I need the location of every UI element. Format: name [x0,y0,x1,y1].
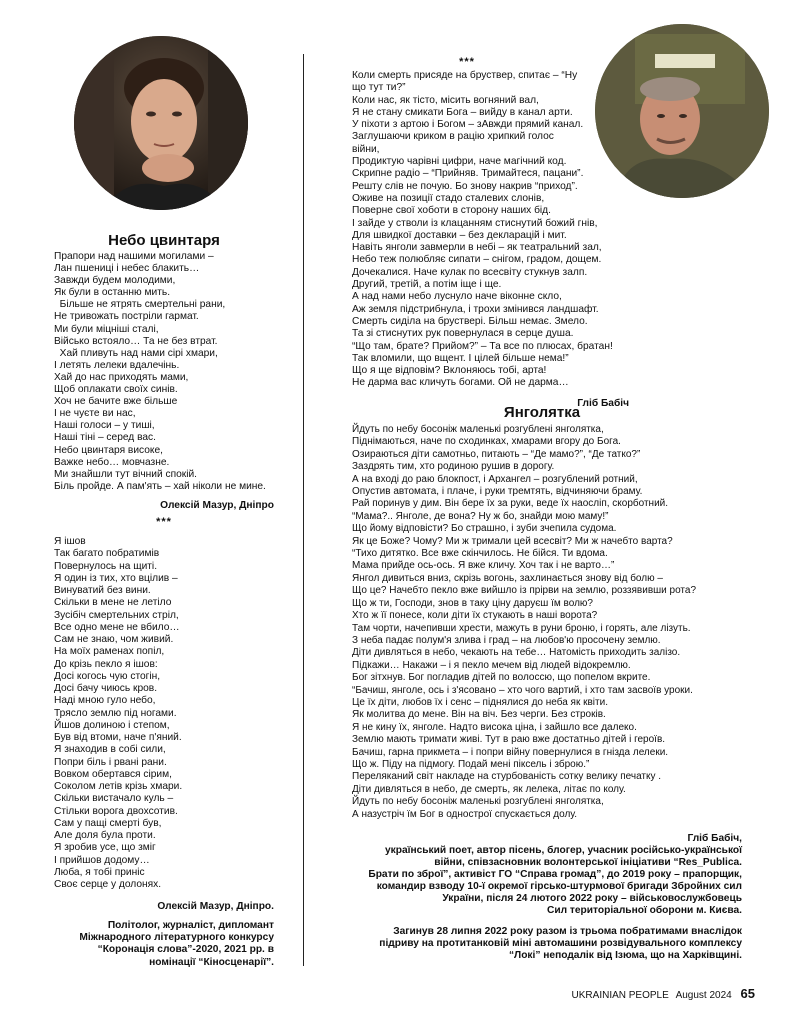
issue-date: August 2024 [675,990,732,1001]
text-line: Хоч не бачите вже більше [54,396,178,408]
text-line: Йшов долиною і степом, [54,719,170,731]
text-line: Все одно мене не вбило… [54,621,180,633]
section-separator: *** [156,516,172,528]
poem-nebo-tsvyntaria [54,232,274,511]
text-line: Брати по зброї”, активіст ГО “Справа громад”, до 2019 року – прапорщик, [368,869,742,881]
text-line: Піднімаються, наче по сходинках, хмарами вгору до Бога. [352,436,621,448]
text-line: Політолог, журналіст, дипломант [107,920,274,932]
text-line: Там чорти, начепивши хрести, мажуть в руни броню, і горять, але лізуть. [352,622,691,634]
poem-title: Янголятка [503,404,581,421]
text-line: Мама прийде ось-ось. Я вже кличу. Хоч так і не варто…” [352,560,615,572]
text-line: Смерть сиділа на бруствері. Більш немає. Змело. [352,315,588,327]
text-line: Важке небо… мовчазне. [54,456,170,468]
author-photo-mazur [74,36,248,210]
text-line: України, після 24 лютого 2022 року – військовослужбовець [442,893,742,905]
text-line: І прийшов додому… [54,854,150,866]
text-line: Що це? Начебто пекло вже вийшло із прірви на землю, роззявивши рота? [352,585,697,597]
text-line: Діти дивляться в небо, чекають на тебе… Натомість приходить залізо. [352,647,681,659]
author-bio [352,845,742,918]
text-line: І зайде у стволи із клацанням стиснутий божий гнів, [352,217,598,229]
text-line: Хай до нас приходять мами, [54,371,189,383]
poem-title: Небо цвинтаря [108,232,220,249]
text-line: “Локі” неподалік від Ізюма, що на Харківщині. [508,949,742,961]
section-separator: *** [459,56,475,68]
text-line: А над нами небо луснуло наче віконне скло, [352,291,562,303]
text-line: Не тривожать постріли гармат. [54,311,199,323]
text-line: Досі бачу чиюсь кров. [54,683,158,694]
text-line: Навіть янголи завмерли в небі – як театральний зал, [352,242,602,254]
text-line: Для швидкої доставки – без декларацій і мит. [352,229,567,241]
page-number: 65 [740,986,755,1001]
text-line: Поверне свої хоботи в сторону наших бід. [352,205,551,217]
text-line: Як були в останню мить. [54,287,171,299]
text-line: Попри біль і рвані рани. [54,756,167,768]
text-line: Прапори над нашими могилами – [54,251,214,262]
text-line: Оживе на позиції стадо сталевих слонів, [352,192,545,204]
text-line: Землю мають тримати живі. Тут в раю вже достатньо дітей і героїв. [352,734,666,746]
text-line: Як молитва до мене. Він на віч. Без черги. Без строків. [352,709,606,721]
text-line: Я один із тих, хто вцілив – [54,572,178,584]
text-line: Я не кину їх, янголе. Надто висока ціна, і зайшло все далеко. [352,721,637,733]
text-line: А на вході до раю блокпост, і Архангел – розгублений ротний, [352,473,638,485]
text-line: підриву на протитанковій міні автомашини розвідувального комплексу [379,937,742,949]
text-line: Люба, я тобі приніс [54,866,145,878]
text-line: Ми знайшли тут вічний спокій. [54,468,198,480]
text-line: Вовком обертався сірим, [54,768,172,780]
text-line: Коли нас, як тісто, місить вогняний вал, [352,94,539,106]
text-line: Не дарма вас кличуть богами. Ой не дарма… [352,377,569,389]
text-line: “Мама?.. Янголе, де вона? Ну ж бо, знайди мою маму!” [352,510,609,522]
text-line: Я ішов [54,536,86,547]
poem-koly-smert [352,56,742,409]
text-line: Що ж. Піду на підмогу. Подай мені піксель і зброю.” [352,758,590,770]
poem-lines [54,251,274,493]
text-line: Йдуть по небу босоніж маленькі розгублені янголятка, [352,796,604,808]
text-line: Скільки в мене не летіло [54,597,172,609]
text-line: Озираються діти самотньо, питають – “Де мамо?”, “Де татко?” [352,448,641,460]
text-line: Був від втоми, наче п'яний. [54,732,182,743]
text-line: Соколом летів крізь хмари. [54,781,183,792]
text-line: Йдуть по небу босоніж маленькі розгублені янголятка, [352,424,604,435]
text-line: Але доля була проти. [54,830,156,841]
text-line: Хто ж її понесе, коли діти їх стукають в наші ворота? [352,610,598,622]
poem-author: Гліб Бабіч, [687,833,742,844]
text-line: Це їх діти, любов їх і сенс – піднялися до неба як квіти. [352,696,608,708]
text-line: Так багато побратимів [54,548,160,560]
text-line: Хай пливуть над нами сірі хмари, [54,347,218,359]
text-line: Своє серце у долонях. [54,879,162,890]
text-line: Досі когось чую стогін, [54,670,161,682]
text-line: Наші голоси – у тиші, [54,420,155,432]
text-line: Другий, третій, а потім іще і ще. [352,279,502,291]
text-line: Коли смерть присяде на бруствер, спитає – “Ну [352,70,578,81]
text-line: Янгол дивиться вниз, скрізь вогонь, захлинається знову від болю – [352,572,663,584]
text-line: У піхоти з артою і Богом – зАвжди прямий канал. [352,119,584,131]
text-line: Сам не знаю, чом живий. [54,634,174,645]
text-line: Я знаходив в собі сили, [54,744,166,756]
text-line: “Тихо дитятко. Все вже скінчилось. Не бійся. Ти вдома. [352,548,608,560]
text-line: Бог зітхнув. Бог погладив дітей по волоссю, що попелом вкрите. [352,672,651,684]
text-line: Стільки ворога двохсотив. [54,805,178,817]
text-line: Я не стану смикати Бога – вийду в канал арти. [352,106,573,118]
text-line: “Бачиш, янголе, ось і з'ясовано – хто чого вартий, і хто там засвоїв уроки. [352,684,693,696]
text-line: Що ж ти, Господи, знов в таку ціну даруєш їм волю? [352,597,593,609]
text-line: Завжди будем молодими, [54,275,176,287]
author-death-note [352,926,742,962]
text-line: Як це Боже? Чому? Ми ж тримали цей всесвіт? Ми ж начебто варта? [352,535,673,547]
poem-yanholiatka [352,404,742,962]
text-line: війни, [352,143,380,155]
text-line: Винуватий без вини. [54,585,151,596]
text-line: командир взводу 10-ї окремої гірсько-штурмової бригади Збройних сил [376,881,742,893]
page-footer [572,986,755,1001]
text-line: “Коронація слова”-2020, 2021 рр. в [97,944,274,956]
text-line: Біль пройде. А пам'ять – хай ніколи не мине. [54,480,266,492]
text-line: Щоб оплакати своїх синів. [54,384,178,396]
magazine-name: UKRAINIAN PEOPLE [571,990,669,1001]
poem-ya-ishov [54,516,274,969]
text-line: Зусібіч смертельних стріл, [54,609,179,621]
text-line: Трясло землю під ногами. [54,707,177,719]
text-line: Решту слів не почую. Бо знову накрив “приход”. [352,180,578,192]
text-line: Я зробив усе, що зміг [54,842,156,854]
text-line: І не чуєте ви нас, [54,408,136,420]
poem-author: Олексій Мазур, Дніпро [160,499,274,511]
text-line: Лан пшениці і небес блакить… [54,263,200,275]
text-line: Аж земля підстрибнула, і трохи змінився ландшафт. [352,303,599,315]
text-line: Ми були міцніші сталі, [54,323,159,335]
text-line: Наші тіні – серед вас. [54,432,156,444]
author-bio [54,920,274,968]
text-line: Повернулось на щиті. [54,560,158,572]
text-line: Заглушаючи криком в рацію хрипкий голос [352,131,554,143]
text-line: Міжнародного літературного конкурсу [79,932,274,944]
text-line: Сам у пащі смерті був, [54,817,162,829]
text-line: Що йому відповісти? Бо страшно, і зуби зчепила судома. [352,523,617,535]
text-line: Переляканий світ накладе на стурбованість сотку велику печатку . [352,771,662,783]
poem-author: Гліб Бабіч [577,397,629,409]
text-line: Продиктую чарівні цифри, наче магічний код. [352,156,567,168]
text-line: Що я ще відповім? Вклоняюсь тобі, арта! [352,365,547,377]
text-line: Дочекалися. Наче кулак по всесвіту стукнув залп. [352,266,588,278]
text-line: Наді мною гуло небо, [54,695,156,707]
text-line: Військо встояло… Та не без втрат. [54,335,218,347]
text-line: “Що там, брате? Прийом?” – Та все по плюсах, братан! [352,340,613,352]
text-line: Та зі стиснутих рук повернулася в серце душа. [352,328,574,340]
text-line: Так вломили, що вщент. І цілей більше нема!” [352,352,569,364]
text-line: Рай поринув у дим. Він бере їх за руки, веде їх наосліп, скорботний. [352,498,669,510]
text-line: На моїх раменах попіл, [54,646,165,658]
poem-lines [54,536,274,891]
text-line: Діти дивляться в небо, де смерть, як лелека, літає по колу. [352,783,626,795]
column-divider [303,54,304,966]
poem-lines [352,424,742,821]
text-line: До крізь пекло я ішов: [54,658,158,670]
text-line: Більше не ятрять смертельні рани, [54,299,226,311]
text-line: Бачиш, гарна прикмета – і попри війну повернулися в гнізда лелеки. [352,746,669,758]
poem-author: Олексій Мазур, Дніпро. [157,901,274,913]
text-line: Опустив автомата, і плаче, і руки тремтять, відчиняючи браму. [352,486,643,498]
text-line: Заздрять тим, хто родиною рушив в дорогу. [352,461,555,473]
text-line: що тут ти?” [352,82,406,94]
text-line: Загинув 28 липня 2022 року разом із трьома побратимами внаслідок [393,925,742,937]
text-line: Небо цвинтаря високе, [54,444,163,456]
text-line: Скільки вистачало куль – [54,793,174,805]
text-line: З неба падає полум'я злива і град – на любов'ю просочену землю. [352,634,661,646]
text-line: Скрипне радіо – “Прийняв. Тримайтеся, пацани”. [352,168,584,180]
poem-lines [352,70,742,390]
text-line: Небо теж полюбляє сипати – снігом, градом, дощем. [352,254,602,266]
text-line: І летять лелеки вдалечінь. [54,359,180,371]
text-line: війни, співзасновник волонтерської ініціативи “Res_Publica. [434,857,742,869]
text-line: номінації “Кіносценарії”. [149,956,274,968]
text-line: А назустріч їм Бог в однострої спускається долу. [352,808,578,820]
text-line: Підкажи… Накажи – і я пекло мечем від людей відокремлю. [352,659,631,671]
text-line: український поет, автор пісень, блогер, учасник російсько-української [384,845,742,856]
text-line: Сил територіальної оборони м. Києва. [546,905,742,917]
